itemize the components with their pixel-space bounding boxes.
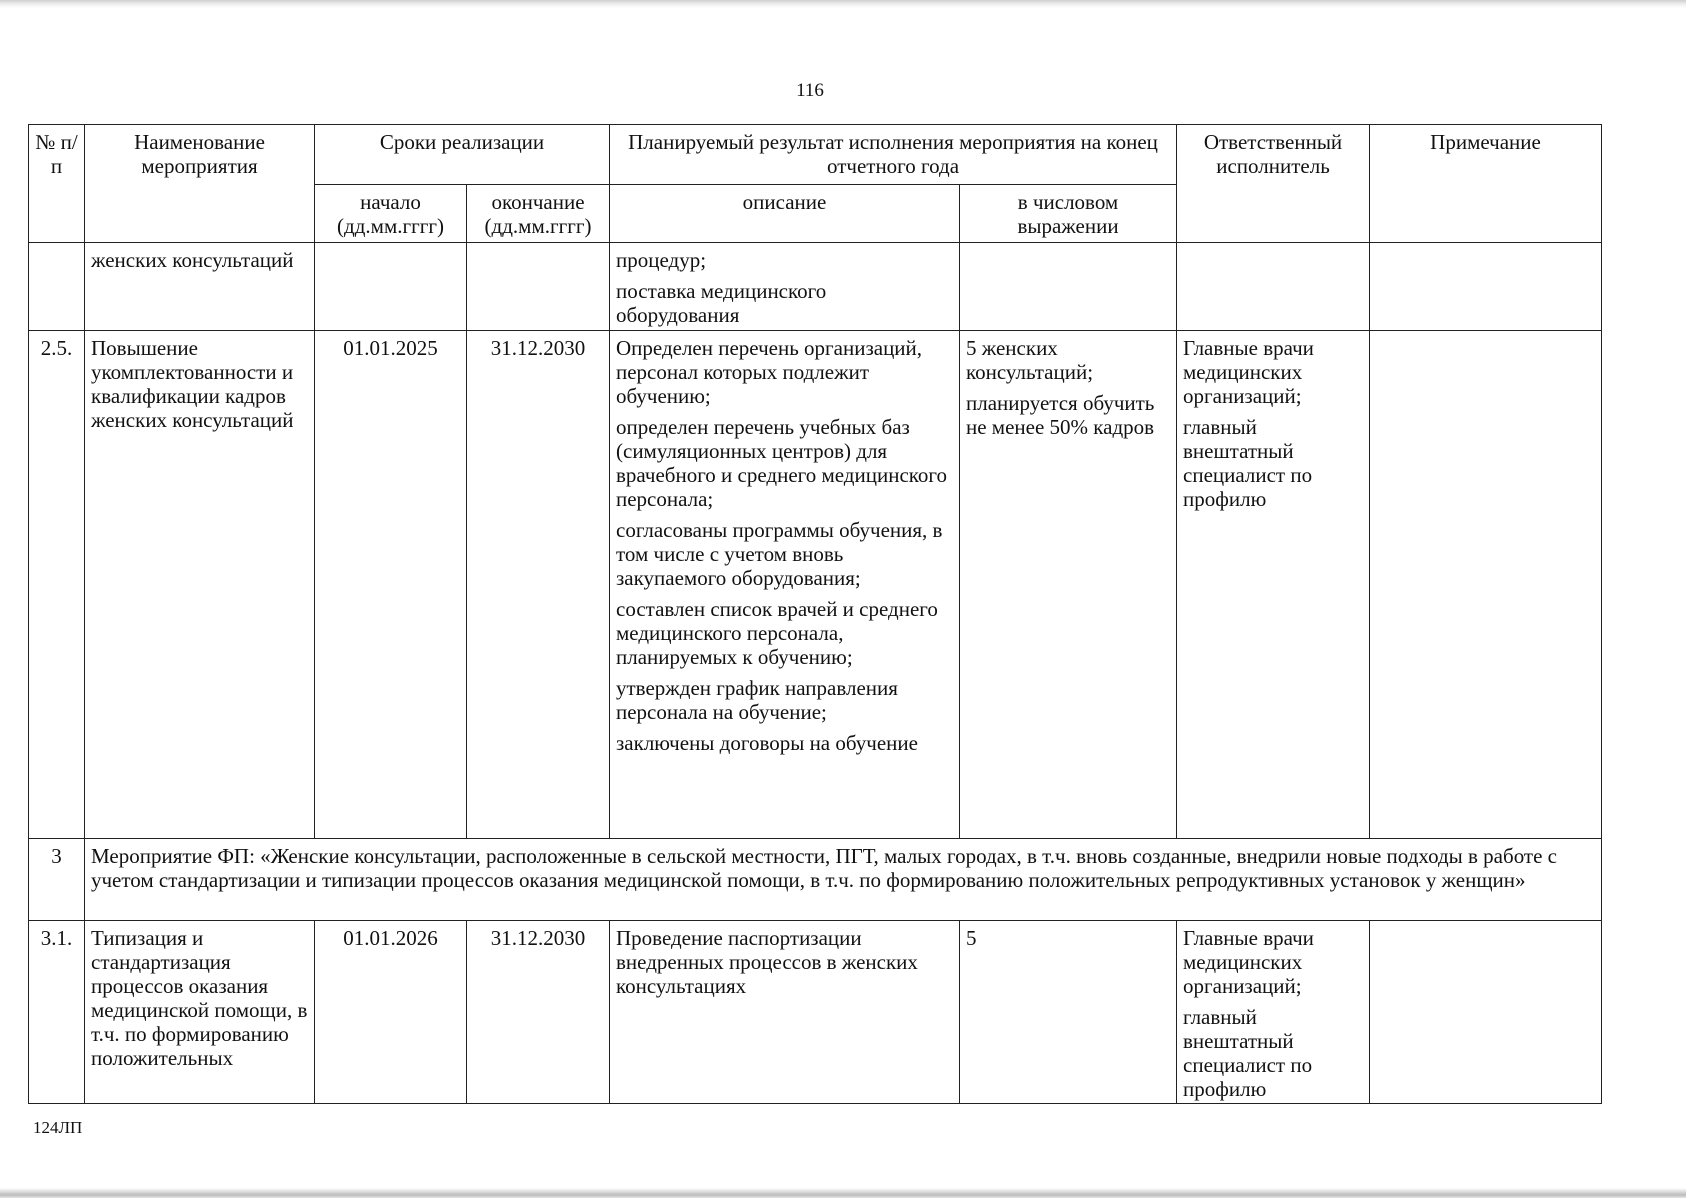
desc-item: согласованы программы обучения, в том числе с учетом вновь закупаемого оборудования; [616, 518, 943, 590]
table-row [29, 243, 1602, 331]
desc-item: утвержден график направления персонала на обучение; [616, 676, 898, 724]
cell-responsible [1177, 921, 1370, 1104]
desc-item: процедур; [616, 248, 707, 272]
cell-name: женских консультаций [85, 243, 315, 331]
cell-start: 01.01.2026 [315, 921, 467, 1104]
responsible-item: главный внештатный специалист по профилю [1183, 415, 1313, 511]
cell-num: 3.1. [29, 921, 85, 1104]
numeric-item: 5 женских консультаций; [966, 336, 1094, 384]
cell-name: Повышение укомплектованности и квалификации кадров женских консультаций [85, 331, 315, 839]
cell-numeric: 5 [960, 921, 1177, 1104]
cell-numeric [960, 331, 1177, 839]
cell-end: 31.12.2030 [467, 331, 610, 839]
cell-note [1370, 331, 1602, 839]
cell-name: Типизация и стандартизация процессов оказания медицинской помощи, в т.ч. по формированию положительных [85, 921, 315, 1104]
section-title: Мероприятие ФП: «Женские консультации, расположенные в сельской местности, ПГТ, малых городах, в т.ч. вновь созданные, внедрили новые подходы в работе с учетом стандартизации и типизации процессов оказания медицинской помощи, в т.ч. по формированию положительных репродуктивных установок у женщин» [85, 839, 1602, 921]
table-row [29, 921, 1602, 1104]
scan-edge-bottom [0, 1188, 1686, 1198]
header-name: Наименование мероприятия [85, 125, 315, 243]
cell-note [1370, 921, 1602, 1104]
responsible-item: главный внештатный специалист по профилю [1183, 1005, 1313, 1101]
responsible-item: Главные врачи медицинских организаций; [1183, 926, 1314, 998]
header-terms: Сроки реализации [315, 125, 610, 185]
table-row [29, 331, 1602, 839]
cell-numeric [960, 243, 1177, 331]
footer-code: 124ЛП [33, 1118, 83, 1137]
cell-start: 01.01.2025 [315, 331, 467, 839]
header-result-num: в числовом выражении [960, 185, 1177, 243]
desc-item: составлен список врачей и среднего медицинского персонала, планируемых к обучению; [616, 597, 938, 669]
numeric-item: планируется обучить не менее 50% кадров [966, 391, 1155, 439]
cell-end: 31.12.2030 [467, 921, 610, 1104]
cell-num: 3 [29, 839, 85, 921]
scan-edge-top [0, 0, 1686, 8]
cell-desc: Проведение паспортизации внедренных процессов в женских консультациях [610, 921, 960, 1104]
cell-start [315, 243, 467, 331]
cell-end [467, 243, 610, 331]
responsible-item: Главные врачи медицинских организаций; [1183, 336, 1314, 408]
desc-item: поставка медицинского оборудования [616, 279, 827, 327]
cell-desc [610, 243, 960, 331]
page-number: 116 [796, 80, 824, 101]
cell-num [29, 243, 85, 331]
header-result-desc: описание [610, 185, 960, 243]
cell-desc [610, 331, 960, 839]
cell-note [1370, 243, 1602, 331]
desc-item: Определен перечень организаций, персонал которых подлежит обучению; [616, 336, 923, 408]
header-terms-start: начало (дд.мм.гггг) [315, 185, 467, 243]
table-section-row [29, 839, 1602, 921]
cell-num: 2.5. [29, 331, 85, 839]
cell-responsible [1177, 243, 1370, 331]
measures-table [28, 124, 1602, 1104]
desc-item: заключены договоры на обучение [616, 731, 918, 755]
table-header-row [29, 125, 1602, 185]
desc-item: определен перечень учебных баз (симуляционных центров) для врачебного и среднего медицинского персонала; [616, 415, 947, 511]
header-num: № п/п [29, 125, 85, 243]
cell-responsible [1177, 331, 1370, 839]
header-responsible: Ответственный исполнитель [1177, 125, 1370, 243]
header-note: Примечание [1370, 125, 1602, 243]
header-terms-end: окончание (дд.мм.гггг) [467, 185, 610, 243]
header-result: Планируемый результат исполнения мероприятия на конец отчетного года [610, 125, 1177, 185]
